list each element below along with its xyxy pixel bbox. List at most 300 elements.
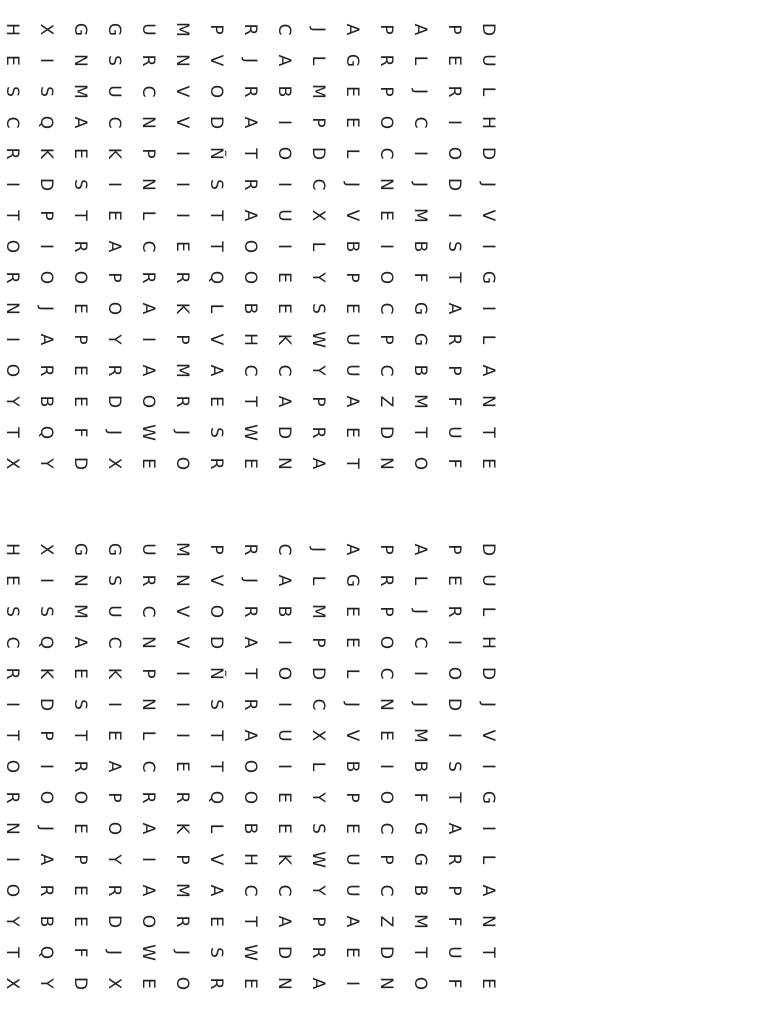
grid-letter: O (444, 146, 464, 161)
grid-letter: D (274, 945, 294, 960)
grid-letter: I (104, 701, 124, 707)
grid-letter: R (2, 791, 22, 804)
grid-letter: R (70, 760, 90, 773)
grid-letter: E (70, 365, 90, 376)
grid-letter: F (410, 272, 430, 283)
grid-letter: O (70, 790, 90, 805)
grid-letter: M (70, 604, 90, 619)
grid-letter: A (138, 884, 158, 897)
grid-letter: T (2, 210, 22, 221)
grid-letter: A (206, 364, 226, 377)
grid-letter: M (172, 542, 192, 557)
grid-letter: K (172, 822, 192, 835)
grid-letter: I (172, 150, 192, 156)
grid-letter: K (172, 302, 192, 315)
grid-letter: J (172, 949, 192, 955)
grid-letter: N (376, 698, 396, 711)
grid-letter: E (70, 916, 90, 927)
grid-letter: Q (36, 115, 56, 130)
grid-letter: N (376, 178, 396, 191)
grid-letter: O (240, 790, 260, 805)
grid-letter: R (240, 543, 260, 556)
grid-letter: E (478, 978, 498, 989)
grid-letter: I (172, 701, 192, 707)
grid-letter: E (342, 117, 362, 128)
grid-letter: F (444, 458, 464, 469)
grid-letter: J (172, 429, 192, 435)
grid-letter: A (342, 395, 362, 408)
grid-letter: P (376, 24, 396, 35)
grid-letter: A (104, 760, 124, 773)
grid-letter: M (410, 914, 430, 929)
grid-letter: J (308, 26, 328, 32)
grid-letter: L (410, 575, 430, 586)
grid-letter: P (444, 24, 464, 35)
grid-letter: R (2, 271, 22, 284)
grid-letter: E (70, 885, 90, 896)
grid-letter: P (308, 117, 328, 128)
grid-letter: S (104, 575, 124, 586)
grid-letter: L (206, 823, 226, 834)
grid-letter: L (308, 575, 328, 586)
grid-letter: E (274, 792, 294, 803)
grid-letter: B (240, 302, 260, 315)
grid-letter: P (376, 606, 396, 617)
grid-letter: A (206, 884, 226, 897)
grid-letter: O (2, 363, 22, 378)
grid-letter: I (410, 150, 430, 156)
grid-letter: C (104, 636, 124, 649)
grid-letter: X (104, 457, 124, 470)
grid-letter: C (274, 364, 294, 377)
grid-letter: I (342, 980, 362, 986)
grid-letter: J (240, 577, 260, 583)
grid-letter: J (36, 825, 56, 831)
grid-letter: R (206, 977, 226, 990)
grid-letter: N (138, 636, 158, 649)
grid-letter: E (444, 575, 464, 586)
grid-letter: T (342, 458, 362, 469)
grid-letter: H (478, 116, 498, 129)
grid-letter: E (444, 55, 464, 66)
grid-letter: O (274, 666, 294, 681)
grid-letter: J (36, 305, 56, 311)
grid-letter: H (240, 853, 260, 866)
grid-letter: E (342, 303, 362, 314)
letter-grid (0, 14, 505, 494)
grid-letter: R (444, 605, 464, 618)
grid-letter: C (274, 543, 294, 556)
grid-letter: A (444, 822, 464, 835)
grid-letter: K (104, 147, 124, 160)
grid-letter: S (36, 86, 56, 97)
grid-letter: W (308, 851, 328, 868)
grid-letter: S (2, 606, 22, 617)
grid-letter: T (206, 730, 226, 741)
grid-letter: A (240, 209, 260, 222)
grid-letter: I (172, 732, 192, 738)
grid-letter: S (70, 699, 90, 710)
grid-letter: X (2, 977, 22, 990)
grid-letter: V (172, 85, 192, 98)
grid-letter: R (172, 915, 192, 928)
grid-letter: L (478, 334, 498, 345)
grid-letter: I (478, 305, 498, 311)
grid-letter: O (2, 759, 22, 774)
grid-letter: O (444, 666, 464, 681)
grid-letter: E (342, 823, 362, 834)
grid-letter: J (478, 181, 498, 187)
grid-letter: T (240, 396, 260, 407)
grid-letter: M (308, 84, 328, 99)
grid-letter: R (376, 574, 396, 587)
grid-letter: I (138, 856, 158, 862)
grid-letter: S (308, 823, 328, 834)
grid-letter: B (410, 240, 430, 253)
grid-letter: R (240, 605, 260, 618)
grid-letter: I (36, 577, 56, 583)
grid-letter: F (70, 427, 90, 438)
grid-letter: R (36, 884, 56, 897)
grid-letter: Y (308, 365, 328, 376)
grid-letter: Ñ (206, 667, 226, 680)
grid-letter: R (172, 271, 192, 284)
grid-letter: O (138, 914, 158, 929)
grid-letter: A (274, 54, 294, 67)
grid-letter: C (104, 116, 124, 129)
grid-letter: D (444, 177, 464, 192)
grid-letter: O (2, 239, 22, 254)
grid-letter: I (36, 243, 56, 249)
grid-letter: S (104, 55, 124, 66)
grid-letter: E (376, 730, 396, 741)
grid-letter: N (172, 54, 192, 67)
grid-letter: I (478, 825, 498, 831)
grid-letter: Y (308, 792, 328, 803)
grid-letter: D (104, 914, 124, 929)
grid-letter: I (444, 732, 464, 738)
grid-letter: R (444, 333, 464, 346)
grid-letter: C (308, 698, 328, 711)
grid-letter: P (308, 637, 328, 648)
grid-letter: D (478, 542, 498, 557)
grid-letter: L (478, 86, 498, 97)
grid-letter: E (70, 396, 90, 407)
grid-letter: B (342, 760, 362, 773)
grid-letter: L (478, 854, 498, 865)
grid-letter: T (240, 148, 260, 159)
grid-letter: C (240, 364, 260, 377)
grid-letter: R (172, 395, 192, 408)
grid-letter: D (308, 146, 328, 161)
grid-letter: R (240, 85, 260, 98)
grid-letter: V (478, 729, 498, 742)
grid-letter: T (240, 916, 260, 927)
grid-letter: K (274, 853, 294, 866)
grid-letter: W (240, 424, 260, 441)
grid-letter: L (308, 761, 328, 772)
grid-letter: G (104, 22, 124, 37)
grid-letter: C (274, 23, 294, 36)
grid-letter: A (308, 457, 328, 470)
grid-letter: V (478, 209, 498, 222)
grid-letter: P (444, 885, 464, 896)
grid-letter: G (410, 332, 430, 347)
grid-letter: M (172, 883, 192, 898)
grid-letter: O (138, 394, 158, 409)
grid-letter: U (478, 574, 498, 587)
grid-letter: I (478, 243, 498, 249)
grid-letter: C (410, 116, 430, 129)
grid-letter: O (104, 301, 124, 316)
grid-letter: I (274, 119, 294, 125)
grid-letter: S (2, 86, 22, 97)
grid-letter: C (240, 884, 260, 897)
grid-letter: S (206, 947, 226, 958)
grid-letter: G (410, 821, 430, 836)
grid-letter: W (138, 424, 158, 441)
grid-letter: E (274, 272, 294, 283)
grid-letter: A (274, 574, 294, 587)
grid-letter: A (444, 302, 464, 315)
grid-letter: L (308, 55, 328, 66)
grid-letter: N (376, 457, 396, 470)
grid-letter: E (172, 241, 192, 252)
grid-letter: P (444, 544, 464, 555)
grid-letter: D (376, 945, 396, 960)
grid-letter: I (478, 763, 498, 769)
grid-letter: R (308, 426, 328, 439)
grid-letter: S (206, 427, 226, 438)
grid-letter: E (138, 978, 158, 989)
grid-letter: N (70, 54, 90, 67)
grid-letter: U (274, 209, 294, 222)
grid-letter: L (308, 241, 328, 252)
grid-letter: C (274, 884, 294, 897)
grid-letter: P (444, 365, 464, 376)
grid-letter: J (410, 181, 430, 187)
grid-letter: S (206, 699, 226, 710)
grid-letter: F (444, 916, 464, 927)
grid-letter: J (104, 429, 124, 435)
grid-letter: B (274, 85, 294, 98)
grid-letter: S (308, 303, 328, 314)
grid-letter: U (478, 54, 498, 67)
grid-letter: O (240, 270, 260, 285)
grid-letter: E (104, 210, 124, 221)
grid-letter: A (478, 884, 498, 897)
grid-letter: R (444, 853, 464, 866)
grid-letter: N (2, 302, 22, 315)
grid-letter: Y (36, 978, 56, 989)
grid-letter: K (104, 667, 124, 680)
grid-letter: D (104, 394, 124, 409)
grid-letter: I (274, 763, 294, 769)
grid-letter: H (2, 543, 22, 556)
grid-letter: C (376, 667, 396, 680)
grid-letter: C (308, 178, 328, 191)
grid-letter: P (342, 792, 362, 803)
grid-letter: T (444, 792, 464, 803)
grid-letter: E (342, 86, 362, 97)
grid-letter: Y (308, 885, 328, 896)
grid-letter: I (172, 212, 192, 218)
grid-letter: S (444, 241, 464, 252)
grid-letter: P (308, 916, 328, 927)
grid-letter: C (2, 636, 22, 649)
grid-letter: T (70, 730, 90, 741)
grid-letter: O (36, 270, 56, 285)
grid-letter: Y (2, 396, 22, 407)
letter-grid (0, 534, 505, 1014)
grid-letter: E (478, 458, 498, 469)
grid-letter: U (138, 543, 158, 556)
grid-letter: H (2, 23, 22, 36)
grid-letter: G (70, 22, 90, 37)
grid-letter: Z (376, 395, 396, 408)
grid-letter: P (138, 148, 158, 159)
grid-letter: L (138, 730, 158, 741)
grid-letter: A (70, 116, 90, 129)
grid-letter: J (342, 181, 362, 187)
grid-letter: T (478, 427, 498, 438)
grid-letter: Y (104, 854, 124, 865)
grid-letter: R (138, 574, 158, 587)
grid-letter: A (240, 116, 260, 129)
grid-letter: G (342, 573, 362, 588)
grid-letter: J (240, 57, 260, 63)
grid-letter: W (138, 944, 158, 961)
grid-letter: S (206, 179, 226, 190)
grid-letter: V (172, 636, 192, 649)
grid-letter: T (206, 761, 226, 772)
grid-letter: O (376, 635, 396, 650)
grid-letter: I (376, 763, 396, 769)
grid-letter: R (240, 178, 260, 191)
grid-letter: O (376, 790, 396, 805)
grid-letter: P (138, 668, 158, 679)
grid-letter: U (342, 364, 362, 377)
grid-letter: Y (2, 916, 22, 927)
grid-letter: Q (36, 425, 56, 440)
grid-letter: D (376, 425, 396, 440)
grid-letter: Y (104, 334, 124, 345)
grid-letter: X (308, 729, 328, 742)
grid-letter: E (70, 823, 90, 834)
grid-letter: J (410, 88, 430, 94)
grid-letter: A (274, 395, 294, 408)
grid-letter: A (138, 822, 158, 835)
grid-letter: E (172, 761, 192, 772)
grid-letter: U (138, 23, 158, 36)
grid-letter: O (376, 270, 396, 285)
grid-letter: E (70, 668, 90, 679)
grid-letter: G (478, 790, 498, 805)
grid-letter: I (138, 336, 158, 342)
grid-letter: M (70, 84, 90, 99)
grid-letter: G (410, 301, 430, 316)
grid-letter: N (138, 116, 158, 129)
grid-letter: X (36, 543, 56, 556)
grid-letter: I (172, 181, 192, 187)
grid-letter: K (36, 667, 56, 680)
grid-letter: O (376, 115, 396, 130)
grid-letter: E (342, 606, 362, 617)
grid-letter: T (2, 427, 22, 438)
grid-letter: R (104, 884, 124, 897)
grid-letter: V (342, 209, 362, 222)
grid-letter: V (206, 54, 226, 67)
grid-letter: B (342, 240, 362, 253)
grid-letter: K (274, 333, 294, 346)
grid-letter: U (104, 85, 124, 98)
grid-letter: C (376, 822, 396, 835)
grid-letter: N (70, 574, 90, 587)
grid-letter: L (342, 668, 362, 679)
grid-letter: E (240, 458, 260, 469)
grid-letter: V (206, 333, 226, 346)
grid-letter: I (36, 57, 56, 63)
grid-letter: W (240, 944, 260, 961)
grid-letter: R (240, 23, 260, 36)
grid-letter: W (308, 331, 328, 348)
grid-letter: T (206, 210, 226, 221)
grid-letter: N (478, 915, 498, 928)
grid-letter: N (138, 178, 158, 191)
grid-letter: A (274, 915, 294, 928)
grid-letter: M (410, 394, 430, 409)
grid-letter: C (376, 147, 396, 160)
grid-letter: A (410, 23, 430, 36)
grid-letter: R (70, 240, 90, 253)
grid-letter: J (478, 701, 498, 707)
grid-letter: I (104, 181, 124, 187)
grid-letter: A (138, 364, 158, 377)
grid-letter: E (376, 210, 396, 221)
grid-letter: C (138, 605, 158, 618)
grid-letter: N (172, 574, 192, 587)
grid-letter: E (274, 823, 294, 834)
grid-letter: P (342, 272, 362, 283)
grid-letter: I (2, 336, 22, 342)
grid-letter: U (444, 426, 464, 439)
grid-letter: R (308, 946, 328, 959)
grid-letter: Y (308, 272, 328, 283)
grid-letter: E (104, 730, 124, 741)
grid-letter: B (274, 605, 294, 618)
grid-letter: E (206, 396, 226, 407)
grid-letter: R (138, 271, 158, 284)
grid-letter: D (36, 697, 56, 712)
grid-letter: R (138, 54, 158, 67)
grid-letter: U (274, 729, 294, 742)
grid-letter: D (308, 666, 328, 681)
grid-letter: N (274, 457, 294, 470)
grid-letter: I (36, 763, 56, 769)
grid-letter: B (410, 364, 430, 377)
grid-letter: C (138, 760, 158, 773)
grid-letter: U (444, 946, 464, 959)
grid-letter: G (70, 542, 90, 557)
grid-letter: D (444, 697, 464, 712)
grid-letter: A (342, 23, 362, 36)
grid-letter: Z (376, 915, 396, 928)
grid-letter: I (444, 212, 464, 218)
grid-letter: A (70, 636, 90, 649)
grid-letter: P (376, 854, 396, 865)
grid-letter: B (36, 395, 56, 408)
grid-letter: L (138, 210, 158, 221)
